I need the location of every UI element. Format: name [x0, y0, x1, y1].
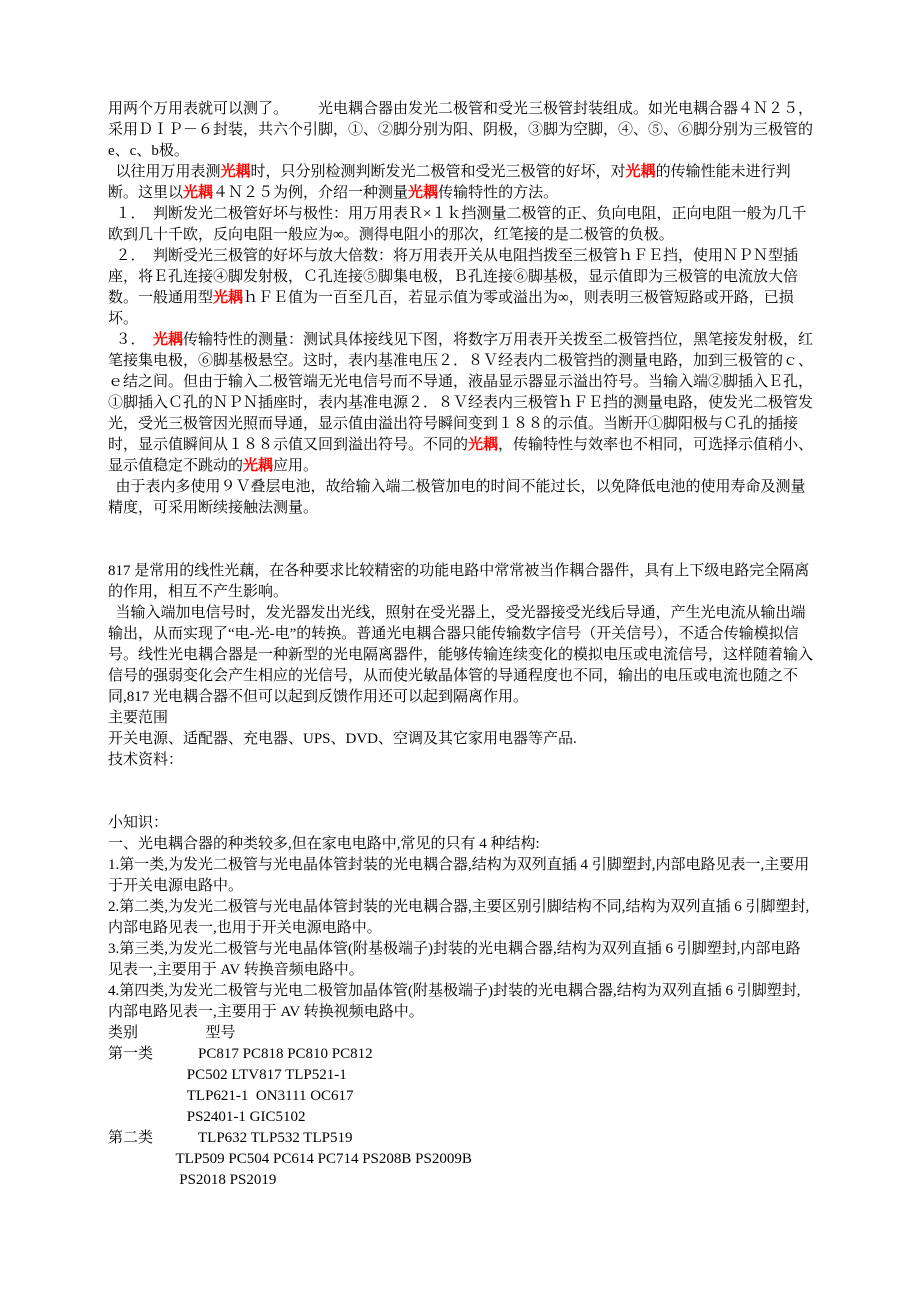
class-2-models-row-1 — [108, 1128, 814, 1149]
text-run: １． 判断发光二极管好坏与极性：用万用表Ｒ×１ｋ挡测量二极管的正、负向电阻，正向电阻一般为几千欧到几十千欧，反向电阻一般应为∞。测得电阻小的那次，红笔接的是二极管的负极。 — [108, 206, 807, 243]
text-run: ｈＦＥ值为一百至几百，若显示值为零或溢出为∞，则表明三极管短路或开路，已损坏。 — [108, 290, 794, 327]
text-run: 817 是常用的线性光藕，在各种要求比较精密的功能电路中常常被当作耦合器件，具有上下级电路完全隔离的作用，相互不产生影响。 — [108, 563, 810, 600]
empty-line — [108, 540, 814, 561]
text-run: 一、光电耦合器的种类较多,但在家电电路中,常见的只有 4 种结构: — [108, 836, 540, 852]
tech-data-label — [108, 750, 814, 771]
text-run: 3.第三类,为发光二极管与光电晶体管(附基极端子)封装的光电耦合器,结构为双列直插 6 引脚塑封,内部电路见表一,主要用于 AV 转换音频电路中。 — [108, 941, 801, 978]
class-2-models-row-2 — [108, 1149, 814, 1170]
scope-heading — [108, 708, 814, 729]
text-run: 小知识： — [108, 815, 169, 831]
text-run: 以往用万用表测 — [108, 164, 221, 180]
step-2-paragraph — [108, 246, 814, 330]
text-run: 1.第一类,为发光二极管与光电晶体管封装的光电耦合器,结构为双列直插 4 引脚塑封,内部电路见表一,主要用于开关电源电路中。 — [108, 857, 810, 894]
class-1-models-row-4 — [108, 1107, 814, 1128]
category-2 — [108, 897, 814, 939]
class-1-models-row-3 — [108, 1086, 814, 1107]
text-run: 由于表内多使用９Ｖ叠层电池，故给输入端二极管加电的时间不能过长，以免降低电池的使用寿命及测量精度，可采用断续接触法测量。 — [108, 479, 806, 516]
highlighted-term: 光耦 — [220, 164, 251, 180]
text-run: 时，只分别检测判断发光二极管和受光三极管的好坏，对 — [250, 164, 626, 180]
working-principle-paragraph — [108, 603, 814, 708]
text-run: 的传输性能未进行判断。这里以 — [108, 164, 791, 201]
text-run: 4.第四类,为发光二极管与光电二极管加晶体管(附基极端子)封装的光电耦合器,结构为双列直插 6 引脚塑封,内部电路见表一,主要用于 AV 转换视频电路中。 — [108, 983, 801, 1020]
highlighted-term: 光耦 — [183, 185, 214, 201]
text-run: PS2401-1 GIC5102 — [108, 1109, 306, 1125]
linear-optocoupler-intro — [108, 561, 814, 603]
empty-line — [108, 771, 814, 792]
text-run: 第一类 PC817 PC818 PC810 PC812 — [108, 1046, 373, 1062]
text-run: 传输特性的测量：测试具体接线见下图，将数字万用表开关拨至二极管挡位，黑笔接发射极，红笔接集电极，⑥脚基极悬空。这时，表内基准电压２．８Ｖ经表内二极管挡的测量电路，加到三极管的ｃ、ｅ结之间。但由于输入二极管端无光电信号而不导通，液晶显示器显示溢出符号。当输入端②脚插入Ｅ孔，①脚插入Ｃ孔的ＮＰＮ插座时，表内基准电源２．８Ｖ经表内三极管ｈＦＥ挡的测量电路，使发光二极管发光，受光三极管因光照而导通，显示值由溢出符号瞬间变到１８８的示值。当断开①脚阳极与Ｃ孔的插接时，显示值瞬间从１８８示值又回到溢出符号。不同的 — [108, 332, 814, 453]
text-run: 用两个万用表就可以测了。 光电耦合器由发光二极管和受光三极管封装组成。如光电耦合器４Ｎ２５，采用ＤＩＰ－６封装，共六个引脚，①、②脚分别为阳、阴极，③脚为空脚，④、⑤、⑥脚分别为三极管的e、c、b极。 — [108, 101, 814, 159]
empty-line — [108, 792, 814, 813]
text-run: 当输入端加电信号时，发光器发出光线，照射在受光器上，受光器接受光线后导通，产生光电流从输出端输出，从而实现了“电-光-电”的转换。普通光电耦合器只能传输数字信号（开关信号），不适合传输模拟信号。线性光电耦合器是一种新型的光电隔离器件，能够传输连续变化的模拟电压或电流信号，这样随着输入信号的强弱变化会产生相应的光信号，从而使光敏晶体管的导通程度也不同，输出的电压或电流也随之不同,817 光电耦合器不但可以起到反馈作用还可以起到隔离作用。 — [108, 605, 814, 705]
tips-heading — [108, 813, 814, 834]
text-run: ３． — [108, 332, 154, 348]
text-run: 应用。 — [273, 458, 319, 474]
text-run: ２． 判断受光三极管的好坏与放大倍数：将万用表开关从电阻挡拨至三极管ｈＦＥ挡，使用ＮＰＮ型插座，将Ｅ孔连接④脚发射极，Ｃ孔连接⑤脚集电极，Ｂ孔连接⑥脚基极，显示值即为三极管的电流放大倍数。一般通用型 — [108, 248, 799, 306]
text-run: 技术资料： — [108, 752, 184, 768]
text-run: 第二类 TLP632 TLP532 TLP519 — [108, 1130, 353, 1146]
text-run: 2.第二类,为发光二极管与光电晶体管封装的光电耦合器,主要区别引脚结构不同,结构为双列直插 6 引脚塑封,内部电路见表一,也用于开关电源电路中。 — [108, 899, 810, 936]
document-body — [108, 99, 814, 1191]
category-3 — [108, 939, 814, 981]
text-run: PC502 LTV817 TLP521-1 — [108, 1067, 347, 1083]
method-overview-paragraph — [108, 162, 814, 204]
category-intro — [108, 834, 814, 855]
application-list — [108, 729, 814, 750]
category-1 — [108, 855, 814, 897]
text-run: PS2018 PS2019 — [108, 1172, 277, 1188]
highlighted-term: 光耦 — [468, 437, 499, 453]
empty-line — [108, 519, 814, 540]
highlighted-term: 光耦 — [153, 332, 184, 348]
class-1-models-row-2 — [108, 1065, 814, 1086]
table-header-row — [108, 1023, 814, 1044]
highlighted-term: 光耦 — [408, 185, 439, 201]
category-4 — [108, 981, 814, 1023]
intro-paragraph — [108, 99, 814, 162]
step-1-paragraph — [108, 204, 814, 246]
battery-note-paragraph — [108, 477, 814, 519]
text-run: 类别 型号 — [108, 1025, 236, 1041]
class-1-models-row-1 — [108, 1044, 814, 1065]
text-run: 主要范围 — [108, 710, 169, 726]
text-run: ４Ｎ２５为例，介绍一种测量 — [213, 185, 409, 201]
highlighted-term: 光耦 — [625, 164, 656, 180]
highlighted-term: 光耦 — [243, 458, 274, 474]
step-3-paragraph — [108, 330, 814, 477]
text-run: 传输特性的方法。 — [438, 185, 559, 201]
text-run: TLP509 PC504 PC614 PC714 PS208B PS2009B — [108, 1151, 472, 1167]
highlighted-term: 光耦 — [213, 290, 244, 306]
text-run: ，传输特性与效率也不相同，可选择示值稍小、显示值稳定不跳动的 — [108, 437, 814, 474]
text-run: TLP621-1 ON3111 OC617 — [108, 1088, 354, 1104]
class-2-models-row-3 — [108, 1170, 814, 1191]
text-run: 开关电源、适配器、充电器、UPS、DVD、空调及其它家用电器等产品. — [108, 731, 577, 747]
